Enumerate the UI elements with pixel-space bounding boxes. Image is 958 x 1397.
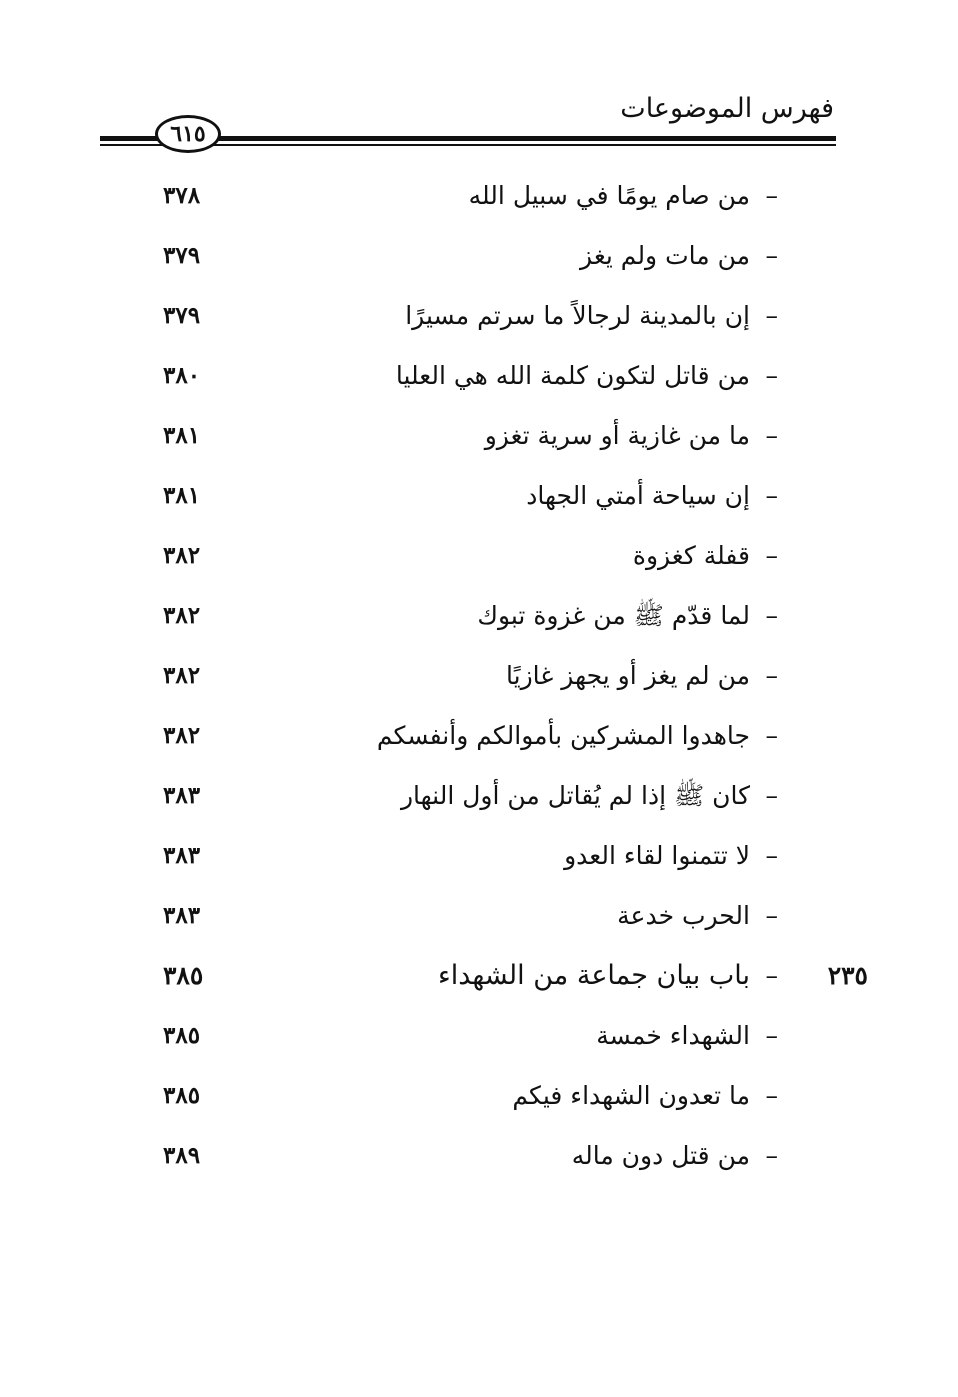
toc-entry bbox=[0, 768, 958, 828]
toc-entry bbox=[0, 468, 958, 528]
entry-dash-marker: – bbox=[765, 301, 778, 330]
entry-title: كان ﷺ إذا لم يُقاتل من أول النهار bbox=[400, 781, 750, 810]
toc-entry bbox=[0, 1128, 958, 1188]
entry-title: من لم يغز أو يجهز غازيًا bbox=[506, 661, 750, 690]
entry-page-number: ٣٨١ bbox=[163, 482, 201, 509]
toc-entry bbox=[0, 168, 958, 228]
entry-page-number: ٣٨٣ bbox=[163, 902, 201, 929]
entry-dash-marker: – bbox=[765, 901, 778, 930]
entry-page-number: ٣٧٨ bbox=[163, 182, 201, 209]
entry-dash-marker: – bbox=[765, 601, 778, 630]
entry-title: قفلة كغزوة bbox=[632, 541, 750, 570]
entry-title: من قاتل لتكون كلمة الله هي العليا bbox=[395, 361, 750, 390]
toc-entry bbox=[0, 648, 958, 708]
entry-title: من قتل دون ماله bbox=[571, 1141, 750, 1170]
entry-page-number: ٣٨٢ bbox=[163, 602, 201, 629]
entry-title: لما قدّم ﷺ من غزوة تبوك bbox=[477, 601, 750, 630]
entry-dash-marker: – bbox=[765, 541, 778, 570]
entry-dash-marker: – bbox=[765, 841, 778, 870]
toc-entry bbox=[0, 348, 958, 408]
entry-dash-marker: – bbox=[765, 961, 778, 990]
entry-title: ما من غازية أو سرية تغزو bbox=[484, 421, 750, 450]
toc-entry bbox=[0, 528, 958, 588]
entry-title: الشهداء خمسة bbox=[596, 1021, 750, 1050]
toc-entry bbox=[0, 1008, 958, 1068]
entry-title: من صام يومًا في سبيل الله bbox=[468, 181, 750, 210]
toc-entry bbox=[0, 288, 958, 348]
entry-dash-marker: – bbox=[765, 361, 778, 390]
entry-title: إن سياحة أمتي الجهاد bbox=[526, 481, 750, 510]
entry-chapter-number: ٢٣٥ bbox=[827, 961, 868, 990]
entry-title: إن بالمدينة لرجالاً ما سرتم مسيرًا bbox=[405, 301, 750, 330]
toc-entry bbox=[0, 888, 958, 948]
entry-title: ما تعدون الشهداء فيكم bbox=[512, 1081, 750, 1110]
entry-page-number: ٣٨٩ bbox=[163, 1142, 201, 1169]
page-number-badge: ٦١٥ bbox=[155, 115, 221, 153]
entry-dash-marker: – bbox=[765, 481, 778, 510]
entry-dash-marker: – bbox=[765, 661, 778, 690]
entry-dash-marker: – bbox=[765, 1141, 778, 1170]
entry-page-number: ٣٧٩ bbox=[163, 242, 201, 269]
entry-title: الحرب خدعة bbox=[617, 901, 750, 930]
entry-page-number: ٣٧٩ bbox=[163, 302, 201, 329]
entry-page-number: ٣٨٥ bbox=[163, 1022, 201, 1049]
toc-entry bbox=[0, 408, 958, 468]
entry-dash-marker: – bbox=[765, 721, 778, 750]
entry-dash-marker: – bbox=[765, 781, 778, 810]
entry-page-number: ٣٨٥ bbox=[163, 961, 204, 990]
page-header-title: فهرس الموضوعات bbox=[620, 93, 834, 124]
entry-page-number: ٣٨٢ bbox=[163, 722, 201, 749]
entry-dash-marker: – bbox=[765, 241, 778, 270]
toc-entry bbox=[0, 228, 958, 288]
entry-page-number: ٣٨١ bbox=[163, 422, 201, 449]
entry-dash-marker: – bbox=[765, 1081, 778, 1110]
entry-dash-marker: – bbox=[765, 421, 778, 450]
toc-chapter-entry bbox=[0, 948, 958, 1008]
entry-title: جاهدوا المشركين بأموالكم وأنفسكم bbox=[376, 721, 750, 750]
entry-title: من مات ولم يغز bbox=[580, 241, 750, 270]
entry-dash-marker: – bbox=[765, 1021, 778, 1050]
entry-page-number: ٣٨٢ bbox=[163, 542, 201, 569]
entry-title: باب بيان جماعة من الشهداء bbox=[438, 960, 750, 991]
entry-dash-marker: – bbox=[765, 181, 778, 210]
toc-entry bbox=[0, 828, 958, 888]
entry-title: لا تتمنوا لقاء العدو bbox=[564, 841, 750, 870]
entry-page-number: ٣٨٣ bbox=[163, 782, 201, 809]
toc-entry bbox=[0, 1068, 958, 1128]
entry-page-number: ٣٨٠ bbox=[163, 362, 201, 389]
entry-page-number: ٣٨٥ bbox=[163, 1082, 201, 1109]
toc-entry bbox=[0, 588, 958, 648]
table-of-contents bbox=[0, 168, 958, 1188]
entry-page-number: ٣٨٣ bbox=[163, 842, 201, 869]
entry-page-number: ٣٨٢ bbox=[163, 662, 201, 689]
toc-entry bbox=[0, 708, 958, 768]
